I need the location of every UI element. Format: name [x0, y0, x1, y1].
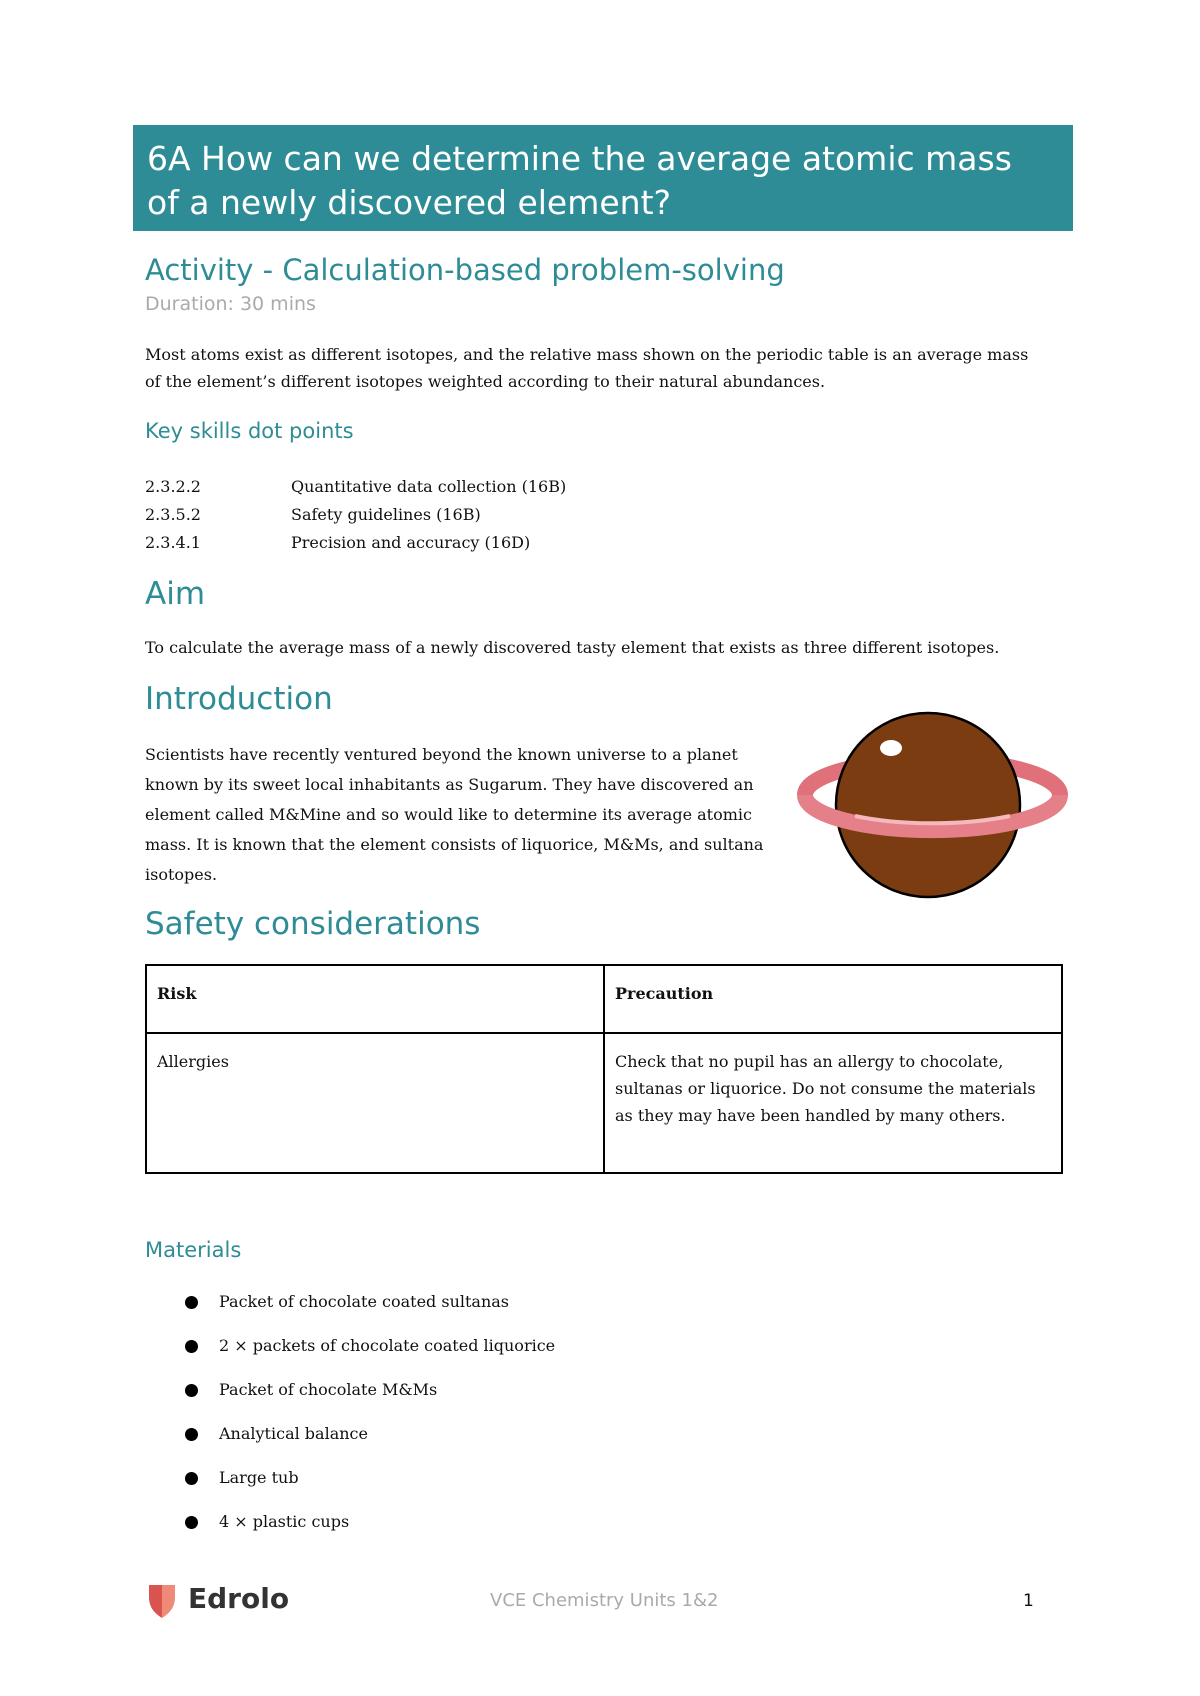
edrolo-shield-icon [148, 1583, 176, 1619]
planet-shine [880, 740, 902, 756]
list-item: 2 × packets of chocolate coated liquorice [185, 1334, 555, 1378]
key-skill-code: 2.3.5.2 [145, 505, 201, 524]
shield-left [149, 1585, 162, 1618]
key-skill-row [145, 473, 845, 501]
list-item: Packet of chocolate coated sultanas [185, 1290, 555, 1334]
key-skill-code: 2.3.2.2 [145, 477, 201, 496]
aim-paragraph: To calculate the average mass of a newly discovered tasty element that exists as three different isotopes. [145, 638, 1000, 657]
page-title-line-1: 6A How can we determine the average atomic mass [147, 139, 1012, 178]
safety-table [145, 964, 1063, 1174]
materials-heading: Materials [145, 1238, 242, 1262]
safety-col-precaution: Precaution [604, 965, 1062, 1033]
page-number: 1 [1023, 1591, 1034, 1611]
key-skills-heading: Key skills dot points [145, 419, 354, 443]
materials-list [185, 1290, 555, 1554]
safety-risk-cell: Allergies [146, 1033, 604, 1173]
list-item: 4 × plastic cups [185, 1510, 555, 1554]
activity-duration: Duration: 30 mins [145, 293, 316, 315]
table-row [146, 1033, 1062, 1173]
safety-col-risk: Risk [146, 965, 604, 1033]
aim-heading: Aim [145, 576, 206, 612]
planet-illustration-icon [795, 700, 1070, 900]
key-skill-code: 2.3.4.1 [145, 533, 201, 552]
page-title-line-2: of a newly discovered element? [147, 183, 672, 222]
list-item: Large tub [185, 1466, 555, 1510]
key-skill-row [145, 529, 845, 557]
introduction-paragraph: Scientists have recently ventured beyond the known universe to a planet known by its sweet local inhabitants as Sugarum. They have discovered an element called M&Mine and so would like to determine its average atomic mass. It is known that the element consists of liquorice, M&Ms, and sultana isotopes. [145, 745, 764, 884]
key-skill-label: Quantitative data collection (16B) [291, 477, 567, 496]
shield-right [162, 1585, 175, 1618]
planet-body [836, 713, 1020, 897]
safety-table-header-row [146, 965, 1062, 1033]
safety-heading: Safety considerations [145, 906, 481, 942]
key-skill-label: Safety guidelines (16B) [291, 505, 481, 524]
safety-precaution-cell: Check that no pupil has an allergy to chocolate, sultanas or liquorice. Do not consume the materials as they may have been handled by many others. [604, 1033, 1062, 1173]
key-skills-list [145, 473, 845, 557]
page-title-banner [133, 125, 1073, 231]
key-skill-row [145, 501, 845, 529]
introduction-heading: Introduction [145, 681, 333, 717]
brand-logo-text: Edrolo [188, 1582, 290, 1615]
footer-course: VCE Chemistry Units 1&2 [490, 1590, 719, 1611]
activity-intro-paragraph: Most atoms exist as different isotopes, and the relative mass shown on the periodic table is an average mass of the element’s different isotopes weighted according to their natural abundances. [145, 345, 1029, 391]
list-item: Analytical balance [185, 1422, 555, 1466]
activity-heading: Activity - Calculation-based problem-solving [145, 253, 785, 287]
key-skill-label: Precision and accuracy (16D) [291, 533, 531, 552]
list-item: Packet of chocolate M&Ms [185, 1378, 555, 1422]
